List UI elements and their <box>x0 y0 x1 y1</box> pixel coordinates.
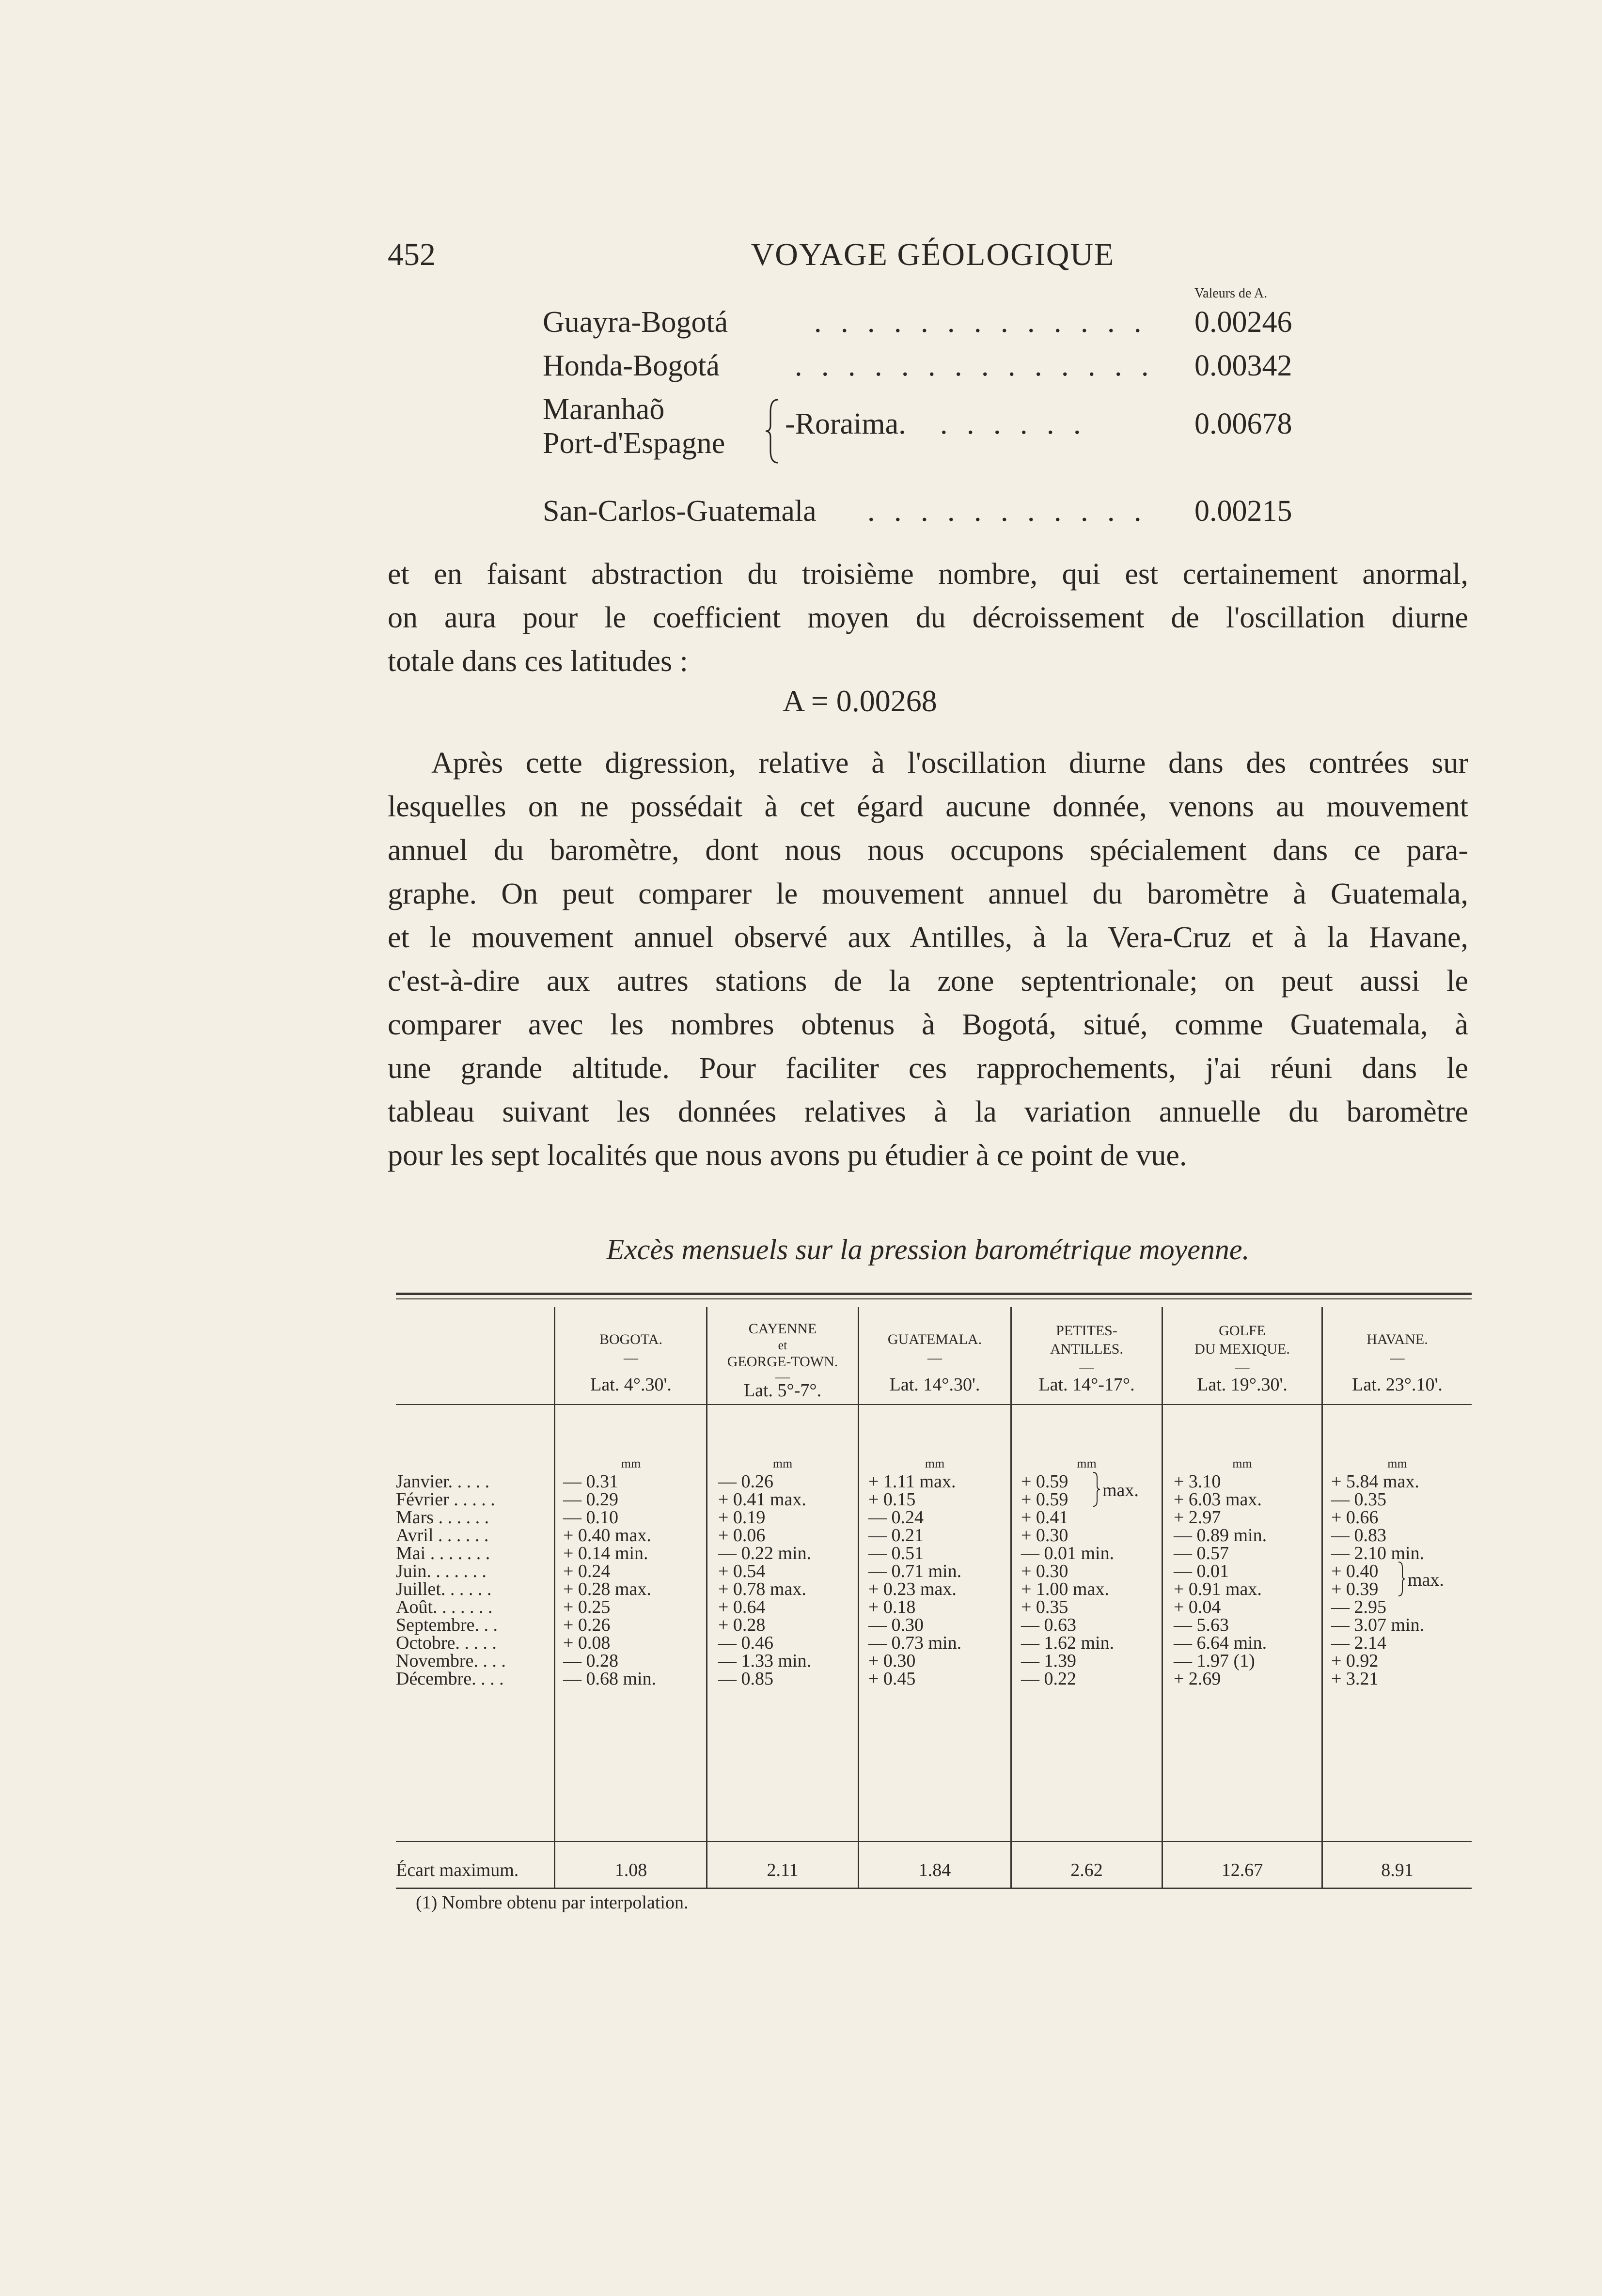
table-cell: + 0.08 <box>563 1633 611 1653</box>
col-name: et <box>778 1338 787 1352</box>
table-cell: — 0.31 <box>563 1471 618 1492</box>
table-cell: — 6.64 min. <box>1174 1633 1267 1653</box>
table-cell: — 1.33 min. <box>718 1651 812 1671</box>
table-rule-header <box>396 1404 1472 1405</box>
text-line: c'est-à-dire aux autres stations de la zone septentrionale; on peut aussi le <box>388 965 1468 998</box>
col-latitude: Lat. 5°-7°. <box>743 1380 822 1401</box>
table-cell: + 0.30 <box>1021 1561 1068 1581</box>
table-cell: — 0.35 <box>1331 1489 1386 1510</box>
col-name: DU MEXIQUE. <box>1194 1341 1290 1357</box>
text-line: pour les sept localités que nous avons pu étudier à ce point de vue. <box>388 1139 1187 1172</box>
leader-dots: . . . . . . <box>940 407 1087 440</box>
col-latitude: Lat. 19°.30'. <box>1197 1374 1288 1395</box>
col-divider <box>554 1307 555 1889</box>
table-cell: — 0.22 min. <box>718 1543 812 1563</box>
text-line: annuel du baromètre, dont nous nous occupons spécialement dans ce para- <box>388 834 1468 867</box>
table-cell: — 0.21 <box>868 1525 924 1546</box>
table-cell: + 0.64 <box>718 1597 766 1617</box>
paragraph-2 <box>388 741 1468 1177</box>
table-cell: — 0.73 min. <box>868 1633 962 1653</box>
ecart-value: 1.84 <box>918 1860 951 1880</box>
unit-label: mm <box>1232 1456 1252 1470</box>
table-cell: — 0.26 <box>718 1471 773 1492</box>
col-latitude: Lat. 14°.30'. <box>889 1374 980 1395</box>
text-line: graphe. On peut comparer le mouvement annuel du baromètre à Guatemala, <box>388 877 1468 910</box>
month-label: Mai . . . . . . . <box>396 1543 490 1563</box>
brace-icon <box>1397 1561 1406 1597</box>
unit-label: mm <box>772 1456 793 1470</box>
page-number: 452 <box>388 237 436 272</box>
month-label: Novembre. . . . <box>396 1651 506 1671</box>
value-name: Guayra-Bogotá <box>543 306 728 339</box>
table-cell: + 3.10 <box>1174 1471 1221 1492</box>
values-column-header: Valeurs de A. <box>1194 286 1268 301</box>
table-cell: + 0.59 <box>1021 1471 1068 1492</box>
ecart-value: 12.67 <box>1221 1860 1263 1880</box>
table-cell: — 5.63 <box>1174 1615 1229 1635</box>
value-number: 0.00246 <box>1194 306 1292 339</box>
table-cell: + 0.06 <box>718 1525 766 1546</box>
value-row-san-carlos <box>543 494 1318 533</box>
brace-label: -Roraima. <box>785 407 906 440</box>
value-name: Maranhaõ <box>543 393 665 426</box>
table-cell: — 0.01 min. <box>1021 1543 1115 1563</box>
table-cell: — 3.07 min. <box>1331 1615 1425 1635</box>
table-cell: — 1.62 min. <box>1021 1633 1115 1653</box>
col-latitude: Lat. 23°.10'. <box>1352 1374 1443 1395</box>
table-cell: — 0.10 <box>563 1507 618 1528</box>
value-number: 0.00342 <box>1194 349 1292 382</box>
value-name: San-Carlos-Guatemala <box>543 495 817 528</box>
table-rule-bottom <box>396 1888 1472 1889</box>
leader-dots: . . . . . . . . . . . . . . <box>795 349 1155 382</box>
col-dash: — <box>1235 1359 1250 1375</box>
month-label: Avril . . . . . . <box>396 1525 489 1546</box>
text-line: Après cette digression, relative à l'oscillation diurne dans des contrées sur <box>431 747 1468 780</box>
table-cell: — 0.85 <box>718 1669 773 1689</box>
brace-max-label: max. <box>1408 1570 1444 1590</box>
table-cell: + 0.41 max. <box>718 1489 806 1510</box>
col-header-cayenne <box>707 1320 858 1383</box>
table-rule-body-bottom <box>396 1841 1472 1842</box>
table-cell: + 0.30 <box>1021 1525 1068 1546</box>
table-cell: — 0.22 <box>1021 1669 1076 1689</box>
text-line: totale dans ces latitudes : <box>388 645 688 678</box>
paragraph-1 <box>388 552 1468 683</box>
table-cell: — 1.39 <box>1021 1651 1076 1671</box>
table-cell: + 0.41 <box>1021 1507 1068 1528</box>
table-cell: — 0.63 <box>1021 1615 1076 1635</box>
ecart-value: 2.62 <box>1070 1860 1103 1880</box>
footnote: (1) Nombre obtenu par interpolation. <box>416 1892 689 1913</box>
text-line: et en faisant abstraction du troisième nombre, qui est certainement anormal, <box>388 558 1468 591</box>
formula: A = 0.00268 <box>783 684 937 718</box>
table-cell: — 0.51 <box>868 1543 924 1563</box>
table-cell: + 0.04 <box>1174 1597 1221 1617</box>
table-cell: + 1.11 max. <box>868 1471 956 1492</box>
table-cell: + 0.54 <box>718 1561 766 1581</box>
col-name: PETITES- <box>1056 1323 1117 1339</box>
col-name: HAVANE. <box>1366 1331 1428 1347</box>
table-cell: — 0.89 min. <box>1174 1525 1267 1546</box>
col-latitude: Lat. 4°.30'. <box>590 1374 672 1395</box>
table-caption: Excès mensuels sur la pression barométrique moyenne. <box>606 1234 1250 1265</box>
table-cell: + 0.24 <box>563 1561 611 1581</box>
running-title: VOYAGE GÉOLOGIQUE <box>751 237 1115 272</box>
month-label: Décembre. . . . <box>396 1669 504 1689</box>
brace-icon <box>1091 1471 1101 1508</box>
table-cell: + 6.03 max. <box>1174 1489 1262 1510</box>
table-rule-top <box>396 1293 1472 1295</box>
leader-dots: . . . . . . . . . . . . . <box>814 306 1147 339</box>
col-name: GEORGE-TOWN. <box>727 1354 838 1370</box>
table-cell: + 0.15 <box>868 1489 916 1510</box>
col-name: ANTILLES. <box>1050 1341 1123 1357</box>
col-name: BOGOTA. <box>599 1331 663 1347</box>
value-row-honda <box>543 349 1318 388</box>
table-cell: + 0.19 <box>718 1507 766 1528</box>
running-head <box>388 236 1478 280</box>
brace-icon <box>763 397 783 465</box>
ecart-label: Écart maximum. <box>396 1860 519 1880</box>
unit-label: mm <box>621 1456 641 1470</box>
table-cell: — 0.28 <box>563 1651 618 1671</box>
month-label: Juillet. . . . . . <box>396 1579 492 1599</box>
month-label: Octobre. . . . . <box>396 1633 497 1653</box>
value-name: Honda-Bogotá <box>543 349 720 382</box>
table-cell: — 2.14 <box>1331 1633 1386 1653</box>
table-cell: + 0.39 <box>1331 1579 1379 1599</box>
table-cell: + 2.97 <box>1174 1507 1221 1528</box>
table-cell: + 0.45 <box>868 1669 916 1689</box>
unit-label: mm <box>925 1456 945 1470</box>
col-header-havane <box>1323 1330 1472 1367</box>
unit-label: mm <box>1077 1456 1097 1470</box>
col-name: CAYENNE <box>748 1321 817 1337</box>
col-latitude: Lat. 14°-17°. <box>1038 1374 1135 1395</box>
table-cell: + 1.00 max. <box>1021 1579 1109 1599</box>
ecart-value: 2.11 <box>767 1860 799 1880</box>
text-line: une grande altitude. Pour faciliter ces rapprochements, j'ai réuni dans le <box>388 1052 1468 1085</box>
table-cell: — 0.57 <box>1174 1543 1229 1563</box>
month-label: Juin. . . . . . . <box>396 1561 487 1581</box>
table-cell: + 0.66 <box>1331 1507 1379 1528</box>
table-cell: + 0.59 <box>1021 1489 1068 1510</box>
text-line: lesquelles on ne possédait à cet égard aucune donnée, venons au mouvement <box>388 790 1468 823</box>
month-label: Février . . . . . <box>396 1489 495 1510</box>
table-cell: + 0.92 <box>1331 1651 1379 1671</box>
table-cell: + 5.84 max. <box>1331 1471 1419 1492</box>
value-number: 0.00215 <box>1194 495 1292 528</box>
col-header-golfe-mexique <box>1163 1322 1321 1377</box>
month-label: Mars . . . . . . <box>396 1507 489 1528</box>
table-cell: — 0.68 min. <box>563 1669 657 1689</box>
col-name: GOLFE <box>1219 1323 1266 1339</box>
unit-label: mm <box>1387 1456 1407 1470</box>
month-label: Août. . . . . . . <box>396 1597 493 1617</box>
col-dash: — <box>624 1350 638 1366</box>
col-dash: — <box>775 1369 790 1385</box>
leader-dots: . . . . . . . . . . . <box>867 495 1147 528</box>
ecart-value: 8.91 <box>1381 1860 1414 1880</box>
table-cell: + 2.69 <box>1174 1669 1221 1689</box>
value-number: 0.00678 <box>1194 407 1292 440</box>
col-header-bogota <box>556 1330 706 1367</box>
table-cell: — 0.71 min. <box>868 1561 962 1581</box>
value-name: Port-d'Espagne <box>543 427 725 460</box>
table-cell: + 0.35 <box>1021 1597 1068 1617</box>
text-line: on aura pour le coefficient moyen du décroissement de l'oscillation diurne <box>388 601 1468 634</box>
table-cell: — 0.01 <box>1174 1561 1229 1581</box>
value-row-guayra <box>543 305 1318 344</box>
table-cell: — 2.10 min. <box>1331 1543 1425 1563</box>
table-cell: — 0.46 <box>718 1633 773 1653</box>
brace-max-label: max. <box>1102 1480 1139 1500</box>
table-cell: + 0.78 max. <box>718 1579 806 1599</box>
pressure-table <box>396 1293 1472 1889</box>
table-cell: + 0.25 <box>563 1597 611 1617</box>
table-cell: + 0.26 <box>563 1615 611 1635</box>
text-line: tableau suivant les données relatives à la variation annuelle du baromètre <box>388 1095 1468 1128</box>
table-cell: — 0.30 <box>868 1615 924 1635</box>
col-dash: — <box>1079 1359 1094 1375</box>
table-rule-top-thin <box>396 1298 1472 1299</box>
table-cell: — 2.95 <box>1331 1597 1386 1617</box>
month-label: Septembre. . . <box>396 1615 498 1635</box>
ecart-value: 1.08 <box>614 1860 647 1880</box>
table-cell: + 0.28 <box>718 1615 766 1635</box>
table-cell: + 3.21 <box>1331 1669 1379 1689</box>
text-line: comparer avec les nombres obtenus à Bogotá, situé, comme Guatemala, à <box>388 1008 1468 1041</box>
table-cell: + 0.23 max. <box>868 1579 957 1599</box>
month-label: Janvier. . . . . <box>396 1471 490 1492</box>
table-cell: — 0.24 <box>868 1507 924 1528</box>
col-header-guatemala <box>859 1330 1010 1367</box>
table-cell: + 0.30 <box>868 1651 916 1671</box>
table-cell: — 1.97 (1) <box>1174 1651 1255 1671</box>
table-cell: + 0.14 min. <box>563 1543 648 1563</box>
table-cell: + 0.18 <box>868 1597 916 1617</box>
col-name: GUATEMALA. <box>887 1331 982 1347</box>
col-header-petites-antilles <box>1012 1322 1162 1377</box>
col-dash: — <box>1390 1350 1405 1366</box>
table-cell: + 0.40 <box>1331 1561 1379 1581</box>
table-cell: + 0.91 max. <box>1174 1579 1262 1599</box>
table-cell: + 0.40 max. <box>563 1525 651 1546</box>
table-cell: + 0.28 max. <box>563 1579 651 1599</box>
table-cell: — 0.83 <box>1331 1525 1386 1546</box>
col-dash: — <box>927 1350 942 1366</box>
table-cell: — 0.29 <box>563 1489 618 1510</box>
text-line: et le mouvement annuel observé aux Antilles, à la Vera-Cruz et à la Havane, <box>388 921 1468 954</box>
